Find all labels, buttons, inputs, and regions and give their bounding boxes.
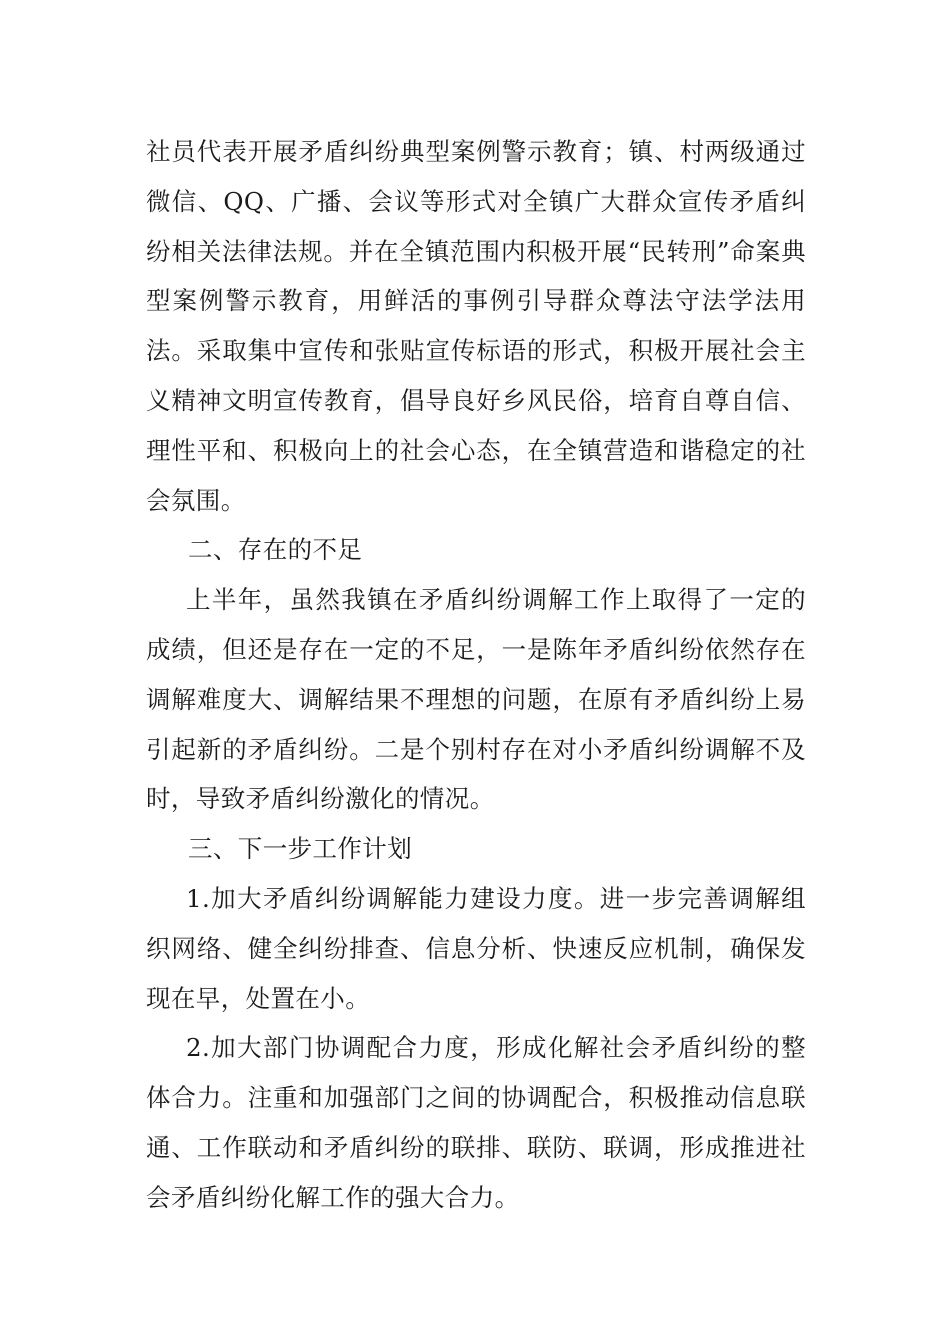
- paragraph-plan-item-1: 1.加大矛盾纠纷调解能力建设力度。进一步完善调解组织网络、健全纠纷排查、信息分析、快速反应机制，确保发现在早，处置在小。: [146, 883, 806, 1013]
- section-heading-next-steps: 三、下一步工作计划: [188, 834, 413, 864]
- document-body: [146, 127, 806, 1223]
- section-heading-shortcomings: 二、存在的不足: [188, 535, 363, 565]
- paragraph-shortcomings: 上半年，虽然我镇在矛盾纠纷调解工作上取得了一定的成绩，但还是存在一定的不足，一是陈年矛盾纠纷依然存在调解难度大、调解结果不理想的问题，在原有矛盾纠纷上易引起新的矛盾纠纷。二是个别村存在对小矛盾纠纷调解不及时，导致矛盾纠纷激化的情况。: [146, 585, 806, 814]
- paragraph-continuation: 社员代表开展矛盾纠纷典型案例警示教育；镇、村两级通过微信、QQ、广播、会议等形式对全镇广大群众宣传矛盾纠纷相关法律法规。并在全镇范围内积极开展“民转刑”命案典型案例警示教育，用鲜活的事例引导群众尊法守法学法用法。采取集中宣传和张贴宣传标语的形式，积极开展社会主义精神文明宣传教育，倡导良好乡风民俗，培育自尊自信、理性平和、积极向上的社会心态，在全镇营造和谐稳定的社会氛围。: [146, 137, 806, 515]
- paragraph-plan-item-2: 2.加大部门协调配合力度，形成化解社会矛盾纠纷的整体合力。注重和加强部门之间的协调配合，积极推动信息联通、工作联动和矛盾纠纷的联排、联防、联调，形成推进社会矛盾纠纷化解工作的强大合力。: [146, 1033, 806, 1212]
